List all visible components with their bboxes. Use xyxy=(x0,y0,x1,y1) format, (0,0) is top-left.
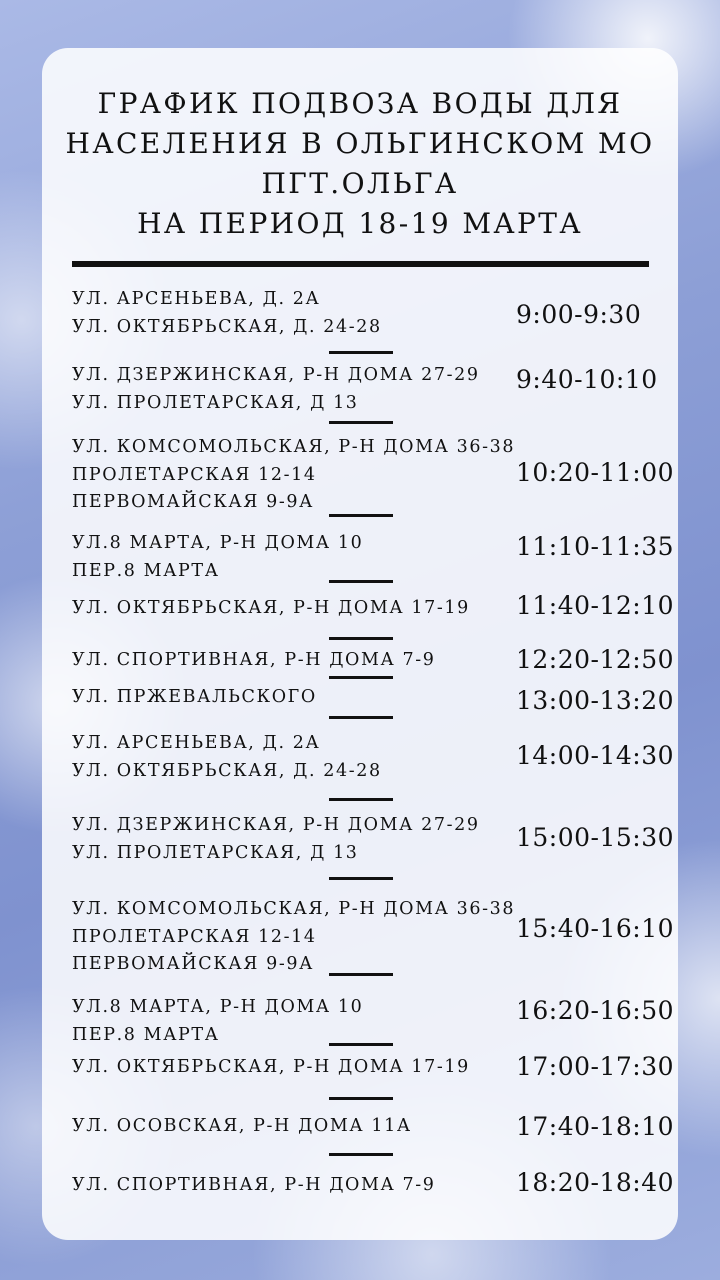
schedule-row-address xyxy=(72,362,480,417)
address-line: УЛ. АРСЕНЬЕВА, Д. 2А xyxy=(72,289,321,309)
schedule-row-address xyxy=(72,1113,412,1141)
schedule-row-address xyxy=(72,730,382,785)
schedule-row-time: 16:20-16:50 xyxy=(516,996,675,1025)
title-line: ПГТ.ОЛЬГА xyxy=(261,167,459,200)
row-separator xyxy=(329,973,393,976)
row-separator xyxy=(329,1153,393,1156)
schedule-row-address xyxy=(72,1054,470,1082)
schedule-row-address xyxy=(72,647,436,675)
address-line: ПЕР.8 МАРТА xyxy=(72,560,220,581)
title-line: ГРАФИК ПОДВОЗА ВОДЫ ДЛЯ xyxy=(97,87,623,120)
address-line: УЛ. ОКТЯБРЬСКАЯ, Д. 24-28 xyxy=(72,760,382,781)
schedule-row-time: 10:20-11:00 xyxy=(516,458,675,487)
address-line: УЛ. СПОРТИВНАЯ, Р-Н ДОМА 7-9 xyxy=(72,650,436,670)
page-title xyxy=(0,84,720,244)
address-line: УЛ. ПРОЛЕТАРСКАЯ, Д 13 xyxy=(72,842,359,863)
address-line: ПЕР.8 МАРТА xyxy=(72,1024,220,1045)
address-line: УЛ. АРСЕНЬЕВА, Д. 2А xyxy=(72,733,321,753)
address-line: ПРОЛЕТАРСКАЯ 12-14 xyxy=(72,464,317,485)
schedule-row-time: 12:20-12:50 xyxy=(516,645,675,674)
schedule-row-time: 14:00-14:30 xyxy=(516,741,675,770)
row-separator xyxy=(329,580,393,583)
schedule-row-time: 11:10-11:35 xyxy=(516,532,675,561)
schedule-row-time: 9:00-9:30 xyxy=(516,300,642,329)
schedule-row-time: 13:00-13:20 xyxy=(516,686,675,715)
address-line: УЛ. ОКТЯБРЬСКАЯ, Р-Н ДОМА 17-19 xyxy=(72,598,470,618)
schedule-row-address xyxy=(72,896,515,979)
address-line: УЛ. КОМСОМОЛЬСКАЯ, Р-Н ДОМА 36-38 xyxy=(72,899,516,919)
schedule-row-address xyxy=(72,286,382,341)
row-separator xyxy=(329,351,393,354)
schedule-row-address xyxy=(72,595,470,623)
address-line: УЛ.8 МАРТА, Р-Н ДОМА 10 xyxy=(72,533,364,553)
row-separator xyxy=(329,798,393,801)
schedule-row-time: 11:40-12:10 xyxy=(516,591,675,620)
title-line: НАСЕЛЕНИЯ В ОЛЬГИНСКОМ МО xyxy=(65,127,655,160)
address-line: УЛ. СПОРТИВНАЯ, Р-Н ДОМА 7-9 xyxy=(72,1175,436,1195)
schedule-row-time: 18:20-18:40 xyxy=(516,1168,675,1197)
address-line: УЛ. ОСОВСКАЯ, Р-Н ДОМА 11А xyxy=(72,1116,412,1136)
address-line: УЛ. ПРОЛЕТАРСКАЯ, Д 13 xyxy=(72,392,359,413)
schedule-row-address xyxy=(72,1172,436,1200)
address-line: УЛ. ОКТЯБРЬСКАЯ, Р-Н ДОМА 17-19 xyxy=(72,1057,470,1077)
schedule-row-time: 15:40-16:10 xyxy=(516,914,675,943)
schedule-row-address xyxy=(72,434,515,517)
schedule-row-address xyxy=(72,530,363,585)
row-separator xyxy=(329,1097,393,1100)
address-line: УЛ. ДЗЕРЖИНСКАЯ, Р-Н ДОМА 27-29 xyxy=(72,815,480,835)
row-separator xyxy=(329,877,393,880)
address-line: УЛ. КОМСОМОЛЬСКАЯ, Р-Н ДОМА 36-38 xyxy=(72,437,516,457)
row-separator xyxy=(329,421,393,424)
row-separator xyxy=(329,514,393,517)
schedule-row-address xyxy=(72,994,363,1049)
row-separator xyxy=(329,1043,393,1046)
address-line: ПЕРВОМАЙСКАЯ 9-9А xyxy=(72,492,314,512)
row-separator xyxy=(329,676,393,679)
schedule-row-time: 17:40-18:10 xyxy=(516,1112,675,1141)
schedule-row-time: 15:00-15:30 xyxy=(516,823,675,852)
address-line: ПРОЛЕТАРСКАЯ 12-14 xyxy=(72,926,317,947)
address-line: УЛ. ПРЖЕВАЛЬСКОГО xyxy=(72,687,317,707)
address-line: УЛ. ОКТЯБРЬСКАЯ, Д. 24-28 xyxy=(72,316,382,337)
schedule-row-time: 17:00-17:30 xyxy=(516,1052,675,1081)
schedule-row-address xyxy=(72,684,317,712)
schedule-row-time: 9:40-10:10 xyxy=(516,365,658,394)
address-line: УЛ.8 МАРТА, Р-Н ДОМА 10 xyxy=(72,997,364,1017)
address-line: ПЕРВОМАЙСКАЯ 9-9А xyxy=(72,954,314,974)
address-line: УЛ. ДЗЕРЖИНСКАЯ, Р-Н ДОМА 27-29 xyxy=(72,365,480,385)
schedule-row-address xyxy=(72,812,480,867)
title-line: НА ПЕРИОД 18-19 МАРТА xyxy=(137,207,583,240)
row-separator xyxy=(329,716,393,719)
title-divider xyxy=(72,261,649,267)
row-separator xyxy=(329,637,393,640)
